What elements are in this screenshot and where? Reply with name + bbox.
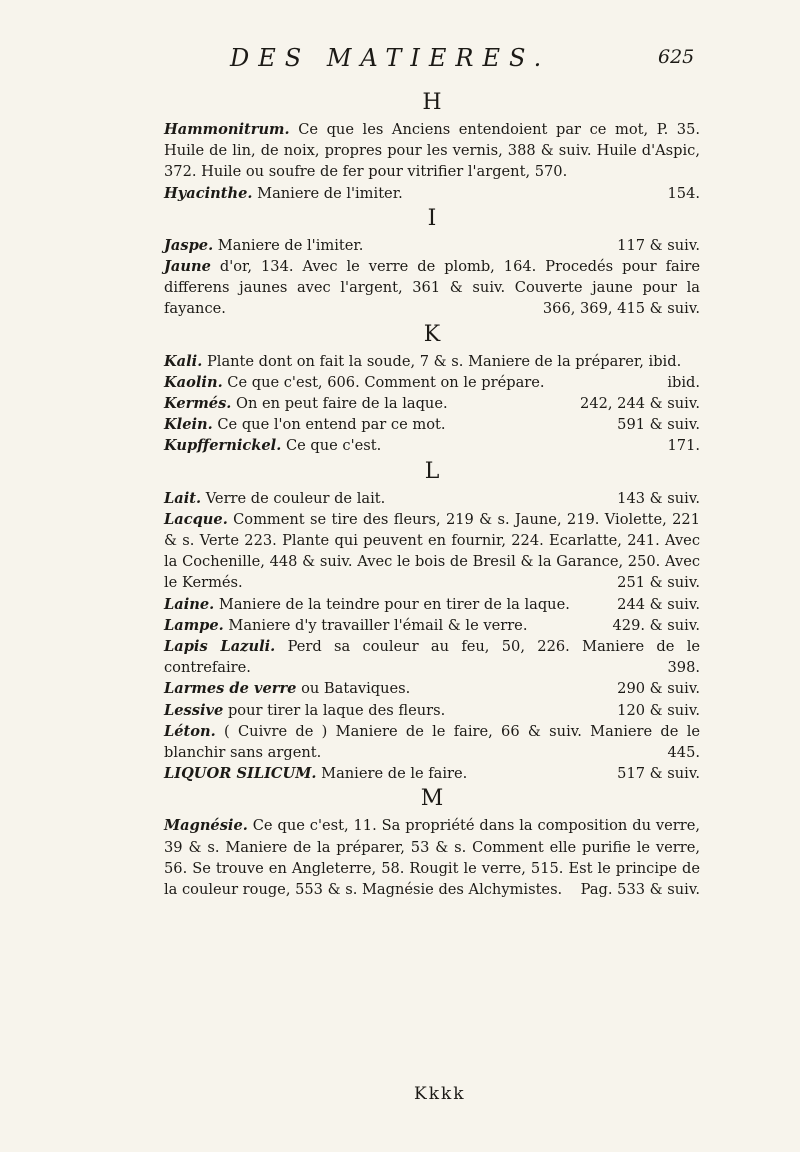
entry-headword: Kupffernickel. <box>164 437 282 455</box>
entry-headword: Jaspe. <box>164 236 214 254</box>
entry-text: Ce que les Anciens entendoient par ce mot, P. 35. Huile de lin, de noix, propres pour les vernis, 388 & suiv. Huile d'Aspic, 372. Huile ou soufre de fer pour vitrifier l'argent, 570. <box>164 121 701 181</box>
entry-headword: Kermés. <box>164 395 232 413</box>
index-entry <box>164 435 700 456</box>
running-head: DES MATIERES. <box>230 44 551 72</box>
entry-text: Maniere d'y travailler l'émail & le verre. <box>228 616 528 634</box>
entry-text: Ce que c'est, 11. Sa propriété dans la composition du verre, 39 & s. Maniere de la préparer, 53 & s. Comment elle purifie le verre, 56. Se trouve en Angleterre, 58. Rougit le verre, 515. Est le principe de la couleur rouge, 553 & s. Magnésie des Alchymistes. <box>164 817 701 899</box>
entry-text: Verre de couleur de lait. <box>205 489 386 507</box>
entry-text: pour tirer la laque des fleurs. <box>227 701 446 719</box>
index-entry <box>164 351 700 372</box>
entry-headword: Kali. <box>164 352 203 370</box>
index-entry <box>164 372 700 393</box>
entry-page-ref: 117 & suiv. <box>617 236 700 254</box>
entry-text: Maniere de l'imiter. <box>257 184 403 202</box>
index-entry <box>164 393 700 414</box>
entry-text: Maniere de la teindre pour en tirer de la laque. <box>218 595 570 613</box>
entry-text: Maniere de l'imiter. <box>217 236 364 254</box>
entry-headword: LIQUOR SILICUM. <box>164 765 317 783</box>
entry-page-ref: 242, 244 & suiv. <box>580 395 700 413</box>
entry-page-ref: 120 & suiv. <box>617 701 700 719</box>
entry-page-ref: 445. <box>667 744 700 762</box>
section-letter: L <box>424 458 440 484</box>
entry-page-ref: 143 & suiv. <box>617 489 700 507</box>
index-entry <box>164 700 700 721</box>
index-body <box>164 88 700 900</box>
entry-text: Comment se tire des fleurs, 219 & s. Jaune, 219. Violette, 221 & s. Verte 223. Plante qui peuvent en fournir, 224. Ecarlatte, 241. Avec la Cochenille, 448 & suiv. Avec le bois de Bresil & la Garance, 250. Avec le Kermés. <box>164 510 700 592</box>
index-entry <box>164 721 700 763</box>
index-entry <box>164 678 700 699</box>
index-entry <box>164 488 700 509</box>
entry-headword: Hyacinthe. <box>164 184 253 202</box>
entry-page-ref: 366, 369, 415 & suiv. <box>542 300 700 318</box>
index-entry <box>164 615 700 636</box>
entry-headword: Hammonitrum. <box>164 121 290 138</box>
index-entry <box>164 119 700 183</box>
entry-text: Ce que c'est, 606. Comment on le prépare. <box>227 373 545 391</box>
entry-text: Maniere de le faire. <box>321 765 468 783</box>
entry-text: On en peut faire de la laque. <box>236 395 448 413</box>
entry-headword: Klein. <box>164 416 213 434</box>
entry-page-ref: 244 & suiv. <box>617 595 700 613</box>
signature-mark: Kkkk <box>414 1084 466 1104</box>
entry-page-ref: 251 & suiv. <box>617 574 700 592</box>
page-number: 625 <box>658 46 695 68</box>
entry-text: ( Cuivre de ) Maniere de le faire, 66 & suiv. Maniere de le blanchir sans argent. <box>164 722 700 762</box>
entry-page-ref: 517 & suiv. <box>617 765 700 783</box>
index-entry <box>164 815 700 900</box>
entry-text: Ce que l'on entend par ce mot. <box>217 416 446 434</box>
entry-headword: Lampe. <box>164 616 224 634</box>
entry-headword: Magnésie. <box>164 817 248 835</box>
section-letter: K <box>423 321 441 347</box>
entry-text: Perd sa couleur au feu, 50, 226. Maniere de le contrefaire. <box>164 638 701 677</box>
entry-headword: Larmes de verre <box>164 680 297 698</box>
entry-text: Plante dont on fait la soude, 7 & s. Maniere de la préparer, ibid. <box>206 352 682 370</box>
section-letter: H <box>422 90 442 115</box>
index-entry <box>164 594 700 615</box>
entry-headword: Lapis Lazuli. <box>164 638 276 656</box>
entry-text: Ce que c'est. <box>285 437 382 455</box>
entry-headword: Kaolin. <box>164 373 223 391</box>
entry-page-ref: Pag. 533 & suiv. <box>580 881 700 899</box>
entry-text: ou Bataviques. <box>301 680 411 698</box>
entry-page-ref: 290 & suiv. <box>617 680 700 698</box>
entry-page-ref: ibid. <box>667 373 700 391</box>
entry-page-ref: 591 & suiv. <box>617 416 700 434</box>
index-entry <box>164 509 700 594</box>
entry-headword: Léton. <box>164 722 216 740</box>
index-entry <box>164 763 700 784</box>
entry-headword: Laine. <box>164 595 215 613</box>
index-entry <box>164 256 700 320</box>
index-entry <box>164 183 700 204</box>
entry-page-ref: 154. <box>667 184 700 202</box>
entry-page-ref: 398. <box>667 659 700 677</box>
entry-page-ref: 429. & suiv. <box>612 616 700 634</box>
index-entry <box>164 414 700 435</box>
index-entry <box>164 235 700 256</box>
entry-page-ref: 171. <box>667 437 700 455</box>
entry-text: d'or, 134. Avec le verre de plomb, 164. Procedés pour faire differens jaunes avec l'argent, 361 & suiv. Couverte jaune pour la fayance. <box>164 258 700 318</box>
section-letter: I <box>427 205 437 231</box>
section-letter: M <box>420 786 444 812</box>
index-entry <box>164 636 700 678</box>
entry-headword: Lacque. <box>164 510 228 528</box>
entry-headword: Lessive <box>164 701 224 719</box>
entry-headword: Jaune <box>164 258 211 276</box>
entry-headword: Lait. <box>164 489 202 507</box>
